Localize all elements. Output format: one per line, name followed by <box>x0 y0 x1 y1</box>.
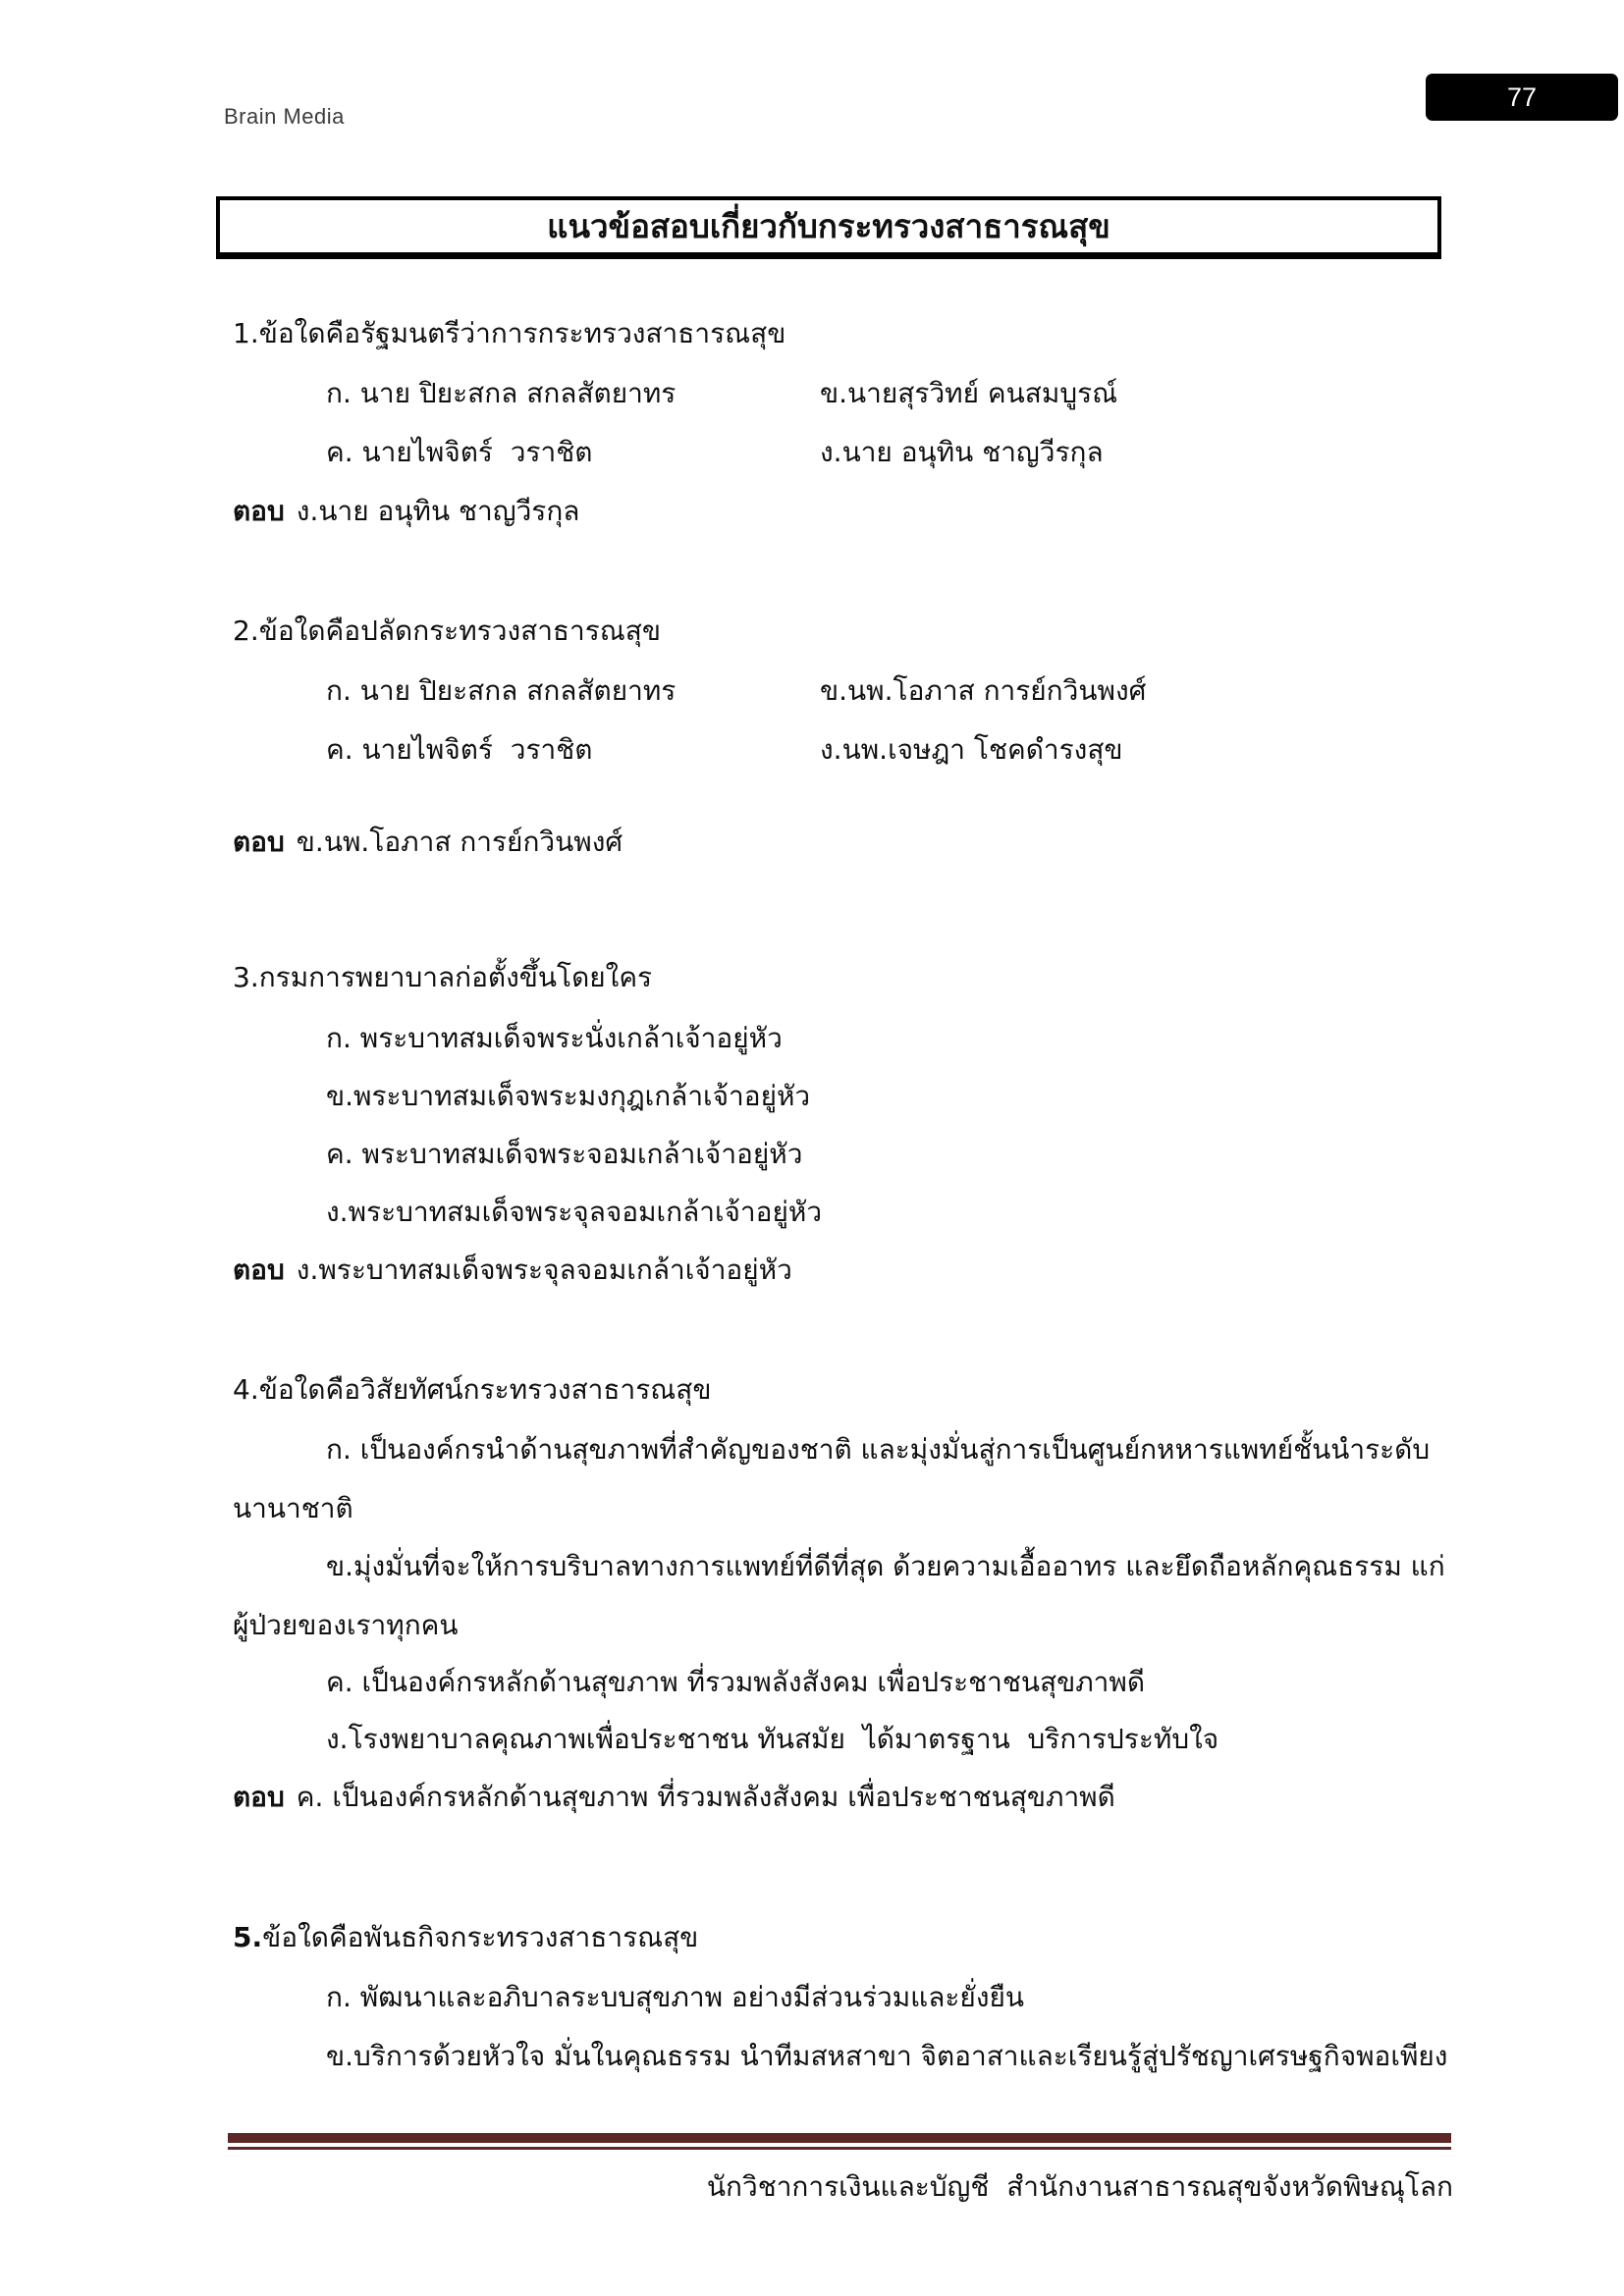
answer-label: ตอบ <box>233 1254 285 1286</box>
question-3-text: กรมการพยาบาลก่อตั้งขึ้นโดยใคร <box>258 961 653 993</box>
question-1-number: 1. <box>233 317 259 349</box>
question-3-answer <box>233 1253 792 1287</box>
question-1-option-a: ก. นาย ปิยะสกล สกลสัตยาทร <box>326 377 677 409</box>
question-3-number: 3. <box>233 961 259 993</box>
question-4-option-a-line1: ก. เป็นองค์กรนำด้านสุขภาพที่สำคัญของชาติ และมุ่งมั่นสู่การเป็นศูนย์กหหารแพทย์ชั้นนำระดับ <box>326 1433 1431 1466</box>
document-title: แนวข้อสอบเกี่ยวกับกระทรวงสาธารณสุข <box>547 207 1110 245</box>
question-3-option-a: ก. พระบาทสมเด็จพระนั่งเกล้าเจ้าอยู่หัว <box>326 1022 783 1054</box>
question-1 <box>233 316 785 350</box>
title-box <box>216 196 1441 259</box>
footer-accent-bar <box>228 2133 1451 2143</box>
question-4-answer <box>233 1780 1115 1814</box>
question-4-option-d: ง.โรงพยาบาลคุณภาพเพื่อประชาชน ทันสมัย ได้มาตรฐาน บริการประทับใจ <box>326 1723 1219 1755</box>
question-3-option-b: ข.พระบาทสมเด็จพระมงกุฎเกล้าเจ้าอยู่หัว <box>326 1080 811 1112</box>
question-1-option-d: ง.นาย อนุทิน ชาญวีรกุล <box>820 436 1104 468</box>
question-2-option-d: ง.นพ.เจษฎา โชคดำรงสุข <box>820 733 1123 766</box>
footer-accent-line <box>228 2147 1451 2150</box>
question-4-answer-text: ค. เป็นองค์กรหลักด้านสุขภาพ ที่รวมพลังสังคม เพื่อประชาชนสุขภาพดี <box>296 1781 1115 1813</box>
question-2-option-a: ก. นาย ปิยะสกล สกลสัตยาทร <box>326 674 677 707</box>
page-number-box <box>1426 74 1618 121</box>
question-1-option-b: ข.นายสุรวิทย์ คนสมบูรณ์ <box>820 377 1118 409</box>
question-2-answer-text: ข.นพ.โอภาส การย์กวินพงศ์ <box>296 826 623 858</box>
answer-label: ตอบ <box>233 495 285 527</box>
question-4-option-b-line1: ข.มุ่งมั่นที่จะให้การบริบาลทางการแพทย์ที่ดีที่สุด ด้วยความเอื้ออาทร และยึดถือหลักคุณธรรม แก่ <box>326 1550 1445 1582</box>
question-2-number: 2. <box>233 614 259 647</box>
question-3-option-d: ง.พระบาทสมเด็จพระจุลจอมเกล้าเจ้าอยู่หัว <box>326 1196 823 1228</box>
question-5-number: 5. <box>233 1921 263 1953</box>
question-1-answer <box>233 494 579 528</box>
question-2-text: ข้อใดคือปลัดกระทรวงสาธารณสุข <box>258 614 661 647</box>
question-5-option-b: ข.บริการด้วยหัวใจ มั่นในคุณธรรม นำทีมสหสาขา จิตอาสาและเรียนรู้สู่ปรัชญาเศรษฐกิจพอเพียง <box>326 2040 1448 2072</box>
question-2-option-c: ค. นายไพจิตร์ วราชิต <box>326 733 593 766</box>
question-2 <box>233 614 661 648</box>
question-1-option-c: ค. นายไพจิตร์ วราชิต <box>326 436 593 468</box>
question-3-option-c: ค. พระบาทสมเด็จพระจอมเกล้าเจ้าอยู่หัว <box>326 1138 803 1170</box>
answer-label: ตอบ <box>233 1781 285 1813</box>
question-1-text: ข้อใดคือรัฐมนตรีว่าการกระทรวงสาธารณสุข <box>258 317 786 349</box>
question-3 <box>233 960 652 994</box>
question-2-answer <box>233 825 623 859</box>
question-4 <box>233 1372 711 1407</box>
answer-label: ตอบ <box>233 826 285 858</box>
question-4-option-a-line2: นานาชาติ <box>233 1492 353 1524</box>
question-4-option-b-line2: ผู้ป่วยของเราทุกคน <box>233 1609 459 1641</box>
question-1-answer-text: ง.นาย อนุทิน ชาญวีรกุล <box>296 495 580 527</box>
brand-text: Brain Media <box>224 104 345 129</box>
question-4-text: ข้อใดคือวิสัยทัศน์กระทรวงสาธารณสุข <box>258 1373 712 1406</box>
question-3-answer-text: ง.พระบาทสมเด็จพระจุลจอมเกล้าเจ้าอยู่หัว <box>296 1254 792 1286</box>
question-5-option-a: ก. พัฒนาและอภิบาลระบบสุขภาพ อย่างมีส่วนร่วมและยั่งยืน <box>326 1981 1025 2013</box>
question-2-option-b: ข.นพ.โอภาส การย์กวินพงศ์ <box>820 674 1147 707</box>
footer-credit: นักวิชาการเงินและบัญชี สำนักงานสาธารณสุขจังหวัดพิษณุโลก <box>706 2170 1453 2203</box>
question-5 <box>233 1920 698 1954</box>
question-4-number: 4. <box>233 1373 259 1406</box>
question-5-text: ข้อใดคือพันธกิจกระทรวงสาธารณสุข <box>262 1921 699 1953</box>
question-4-option-c: ค. เป็นองค์กรหลักด้านสุขภาพ ที่รวมพลังสังคม เพื่อประชาชนสุขภาพดี <box>326 1666 1146 1698</box>
page-number: 77 <box>1506 81 1538 112</box>
